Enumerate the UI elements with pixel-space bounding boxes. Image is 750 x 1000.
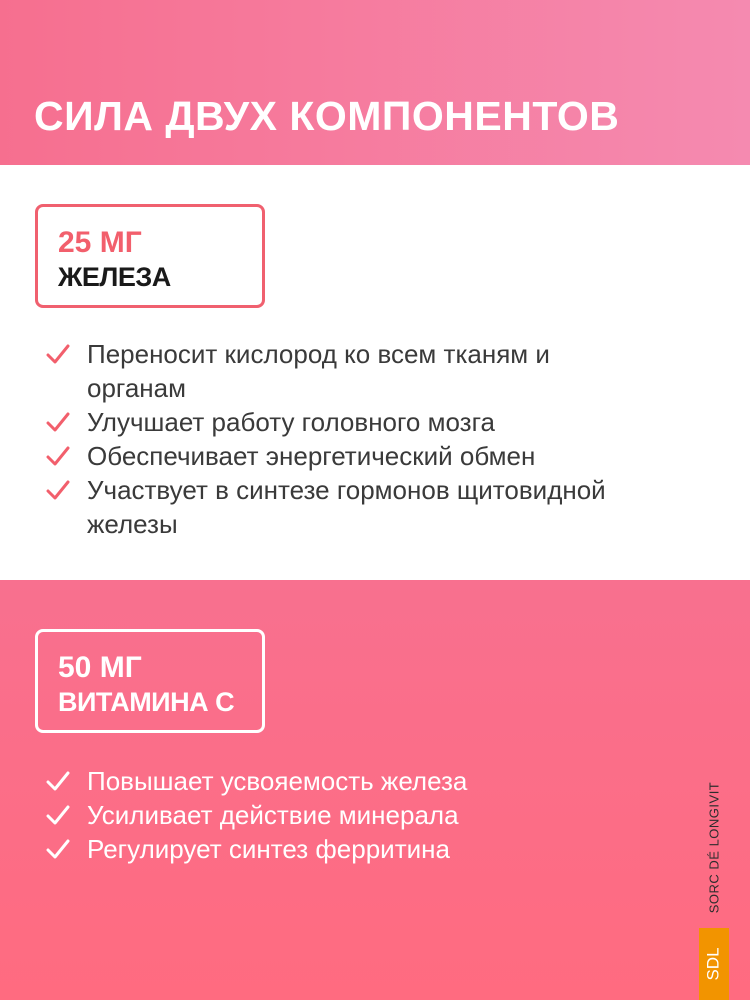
- check-icon: [46, 837, 70, 861]
- header-banner: [0, 0, 750, 165]
- brand-logo: [699, 928, 729, 1000]
- benefit-text: Участвует в синтезе гормонов щитовидной железы: [87, 475, 606, 539]
- vitamin-c-dose-box: [35, 629, 265, 733]
- list-item: [46, 832, 647, 866]
- vitamin-c-section: [0, 580, 750, 1000]
- brand-name-text: SORC DÉ LONGIVIT: [706, 781, 722, 913]
- list-item: [46, 337, 647, 405]
- vitamin-c-name: ВИТАМИНА С: [58, 687, 235, 717]
- benefit-text: Повышает усвояемость железа: [87, 766, 468, 796]
- iron-name: ЖЕЛЕЗА: [58, 262, 171, 292]
- check-icon: [46, 803, 70, 827]
- brand-name: [699, 772, 729, 922]
- page-title: СИЛА ДВУХ КОМПОНЕНТОВ: [34, 93, 620, 139]
- check-icon: [46, 444, 70, 468]
- benefit-text: Обеспечивает энергетический обмен: [87, 441, 536, 471]
- list-item: [46, 439, 647, 473]
- check-icon: [46, 769, 70, 793]
- iron-benefit-list: [46, 337, 647, 541]
- list-item: [46, 473, 647, 541]
- benefit-text: Переносит кислород ко всем тканям и органам: [87, 339, 550, 403]
- brand-mark-text: SDL: [704, 947, 724, 981]
- vitamin-c-amount: 50 МГ: [58, 651, 142, 684]
- benefit-text: Улучшает работу головного мозга: [87, 407, 495, 437]
- check-icon: [46, 342, 70, 366]
- benefit-text: Регулирует синтез ферритина: [87, 834, 450, 864]
- iron-section: [0, 165, 750, 580]
- check-icon: [46, 410, 70, 434]
- iron-dose-box: [35, 204, 265, 308]
- check-icon: [46, 478, 70, 502]
- brand-mark: [699, 928, 729, 1000]
- list-item: [46, 798, 647, 832]
- list-item: [46, 405, 647, 439]
- vitamin-c-benefit-list: [46, 764, 647, 866]
- benefit-text: Усиливает действие минерала: [87, 800, 459, 830]
- list-item: [46, 764, 647, 798]
- iron-amount: 25 МГ: [58, 226, 142, 259]
